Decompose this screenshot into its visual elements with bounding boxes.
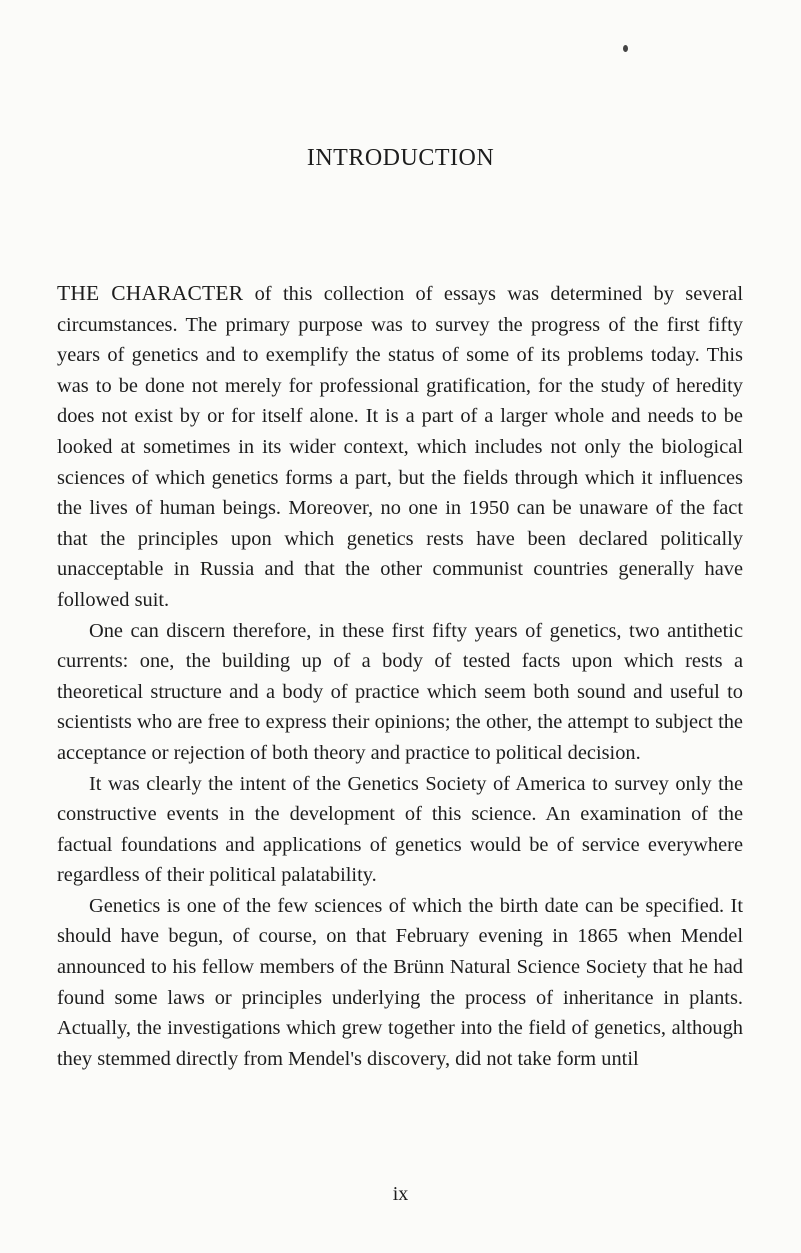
paragraph-1-text: of this collection of essays was determined by several circumstances. The primary purpose was to survey the progress of the first fifty years of genetics and to exemplify the status of some of its problems today. This was to be done not merely for professional gratification, for the study of heredity does not exist by or for itself alone. It is a part of a larger whole and needs to be looked at sometimes in its wider context, which includes not only the biological sciences of which genetics forms a part, but the fields through which it influences the lives of human beings. Moreover, no one in 1950 can be unaware of the fact that the principles upon which genetics rests have been declared politically unacceptable in Russia and that the other communist countries generally have followed suit. [57,283,743,611]
paragraph-2: One can discern therefore, in these first fifty years of genetics, two antithetic currents: one, the building up of a body of tested facts upon which rests a theoretical structure and a body of practice which seem both sound and useful to scientists who are free to express their opinions; the other, the attempt to subject the acceptance or rejection of both theory and practice to political decision. [57,619,743,764]
ink-speck [623,45,628,52]
paragraph-1 [57,278,743,616]
body-text [57,278,743,1074]
page-number: ix [392,1183,409,1205]
chapter-heading: INTRODUCTION [306,145,495,171]
paragraph-3: It was clearly the intent of the Genetics Society of America to survey only the constructive events in the development of this science. An examination of the factual foundations and applications of genetics would be of service everywhere regardless of their political palatability. [57,772,743,887]
paragraph-4: Genetics is one of the few sciences of which the birth date can be specified. It should have begun, of course, on that February evening in 1865 when Mendel announced to his fellow members of the Brünn Natural Science Society that he had found some laws or principles underlying the process of inheritance in plants. Actually, the investigations which grew together into the field of genetics, although they stemmed directly from Mendel's discovery, did not take form until [57,894,743,1070]
lead-words: THE CHARACTER [57,281,244,305]
